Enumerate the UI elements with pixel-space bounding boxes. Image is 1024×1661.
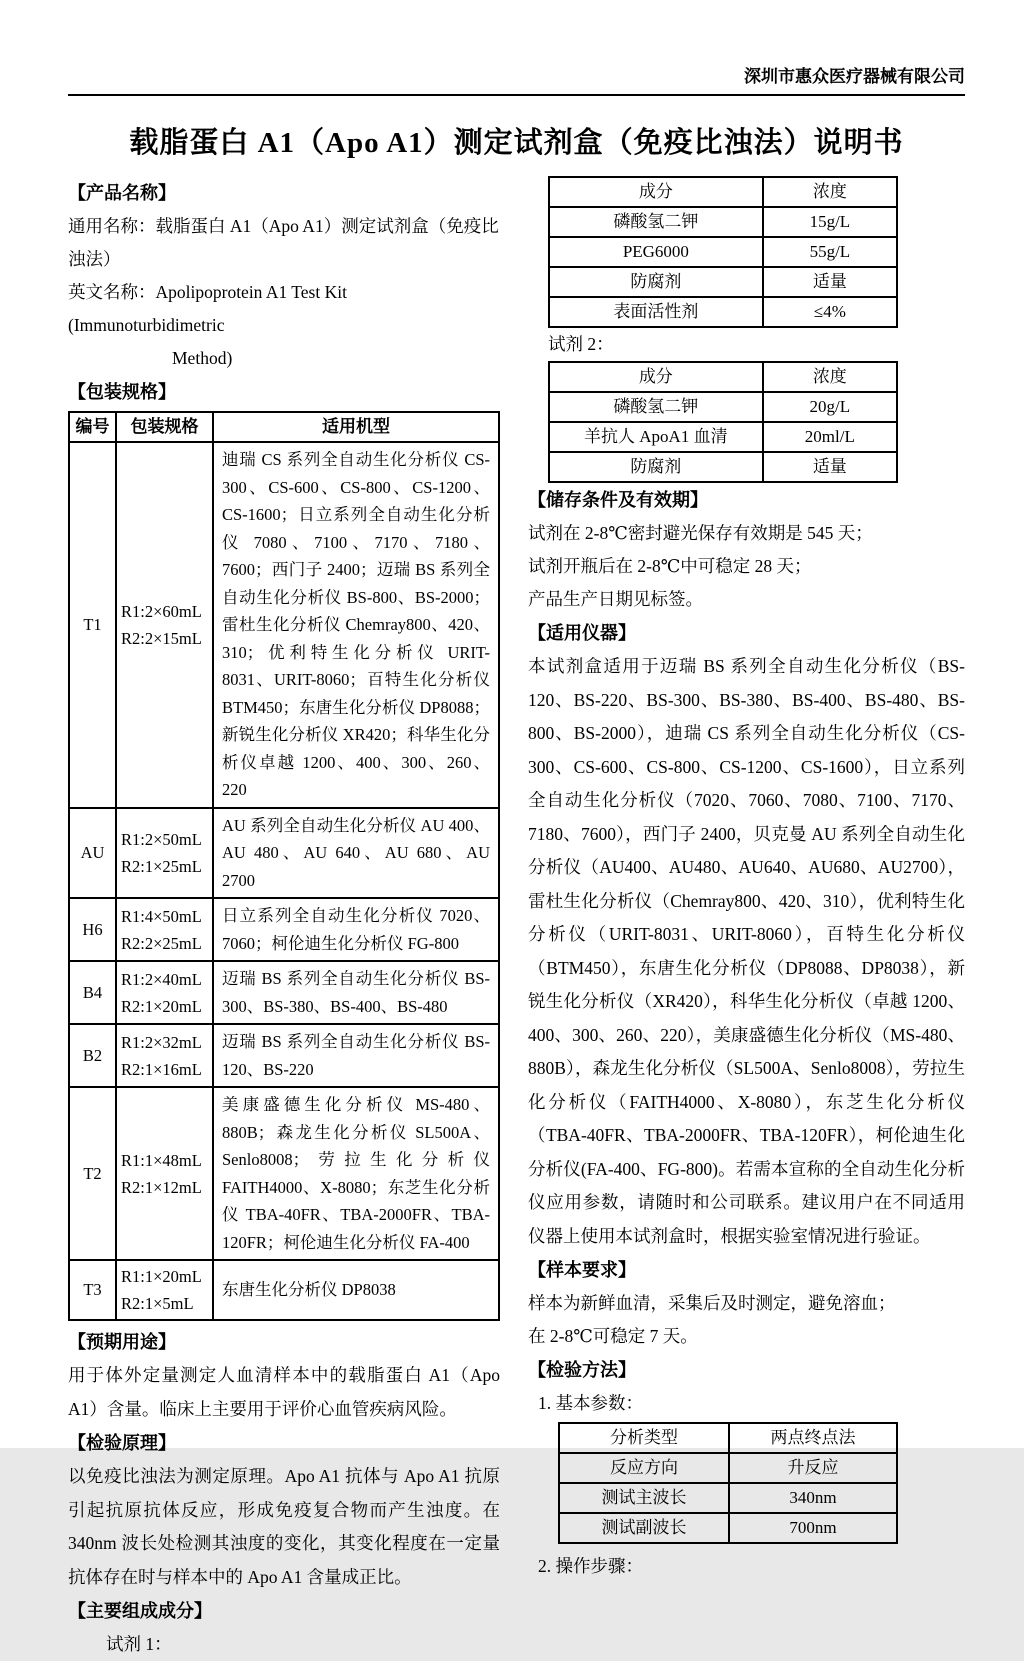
storage-line: 试剂在 2-8℃密封避光保存有效期是 545 天； — [528, 523, 873, 543]
spec-line: R2:1×12mL — [121, 1177, 202, 1197]
reagent1-table — [548, 176, 898, 328]
row-id: AU — [69, 808, 116, 899]
col-header-id: 编号 — [69, 412, 116, 442]
left-column — [68, 176, 500, 1661]
storage-line: 试剂开瓶后在 2-8℃中可稳定 28 天； — [528, 556, 812, 576]
param-value: 340nm — [729, 1483, 897, 1513]
param-name: 测试副波长 — [559, 1513, 729, 1543]
row-spec — [116, 898, 213, 961]
spec-line: R1:1×48mL — [121, 1150, 202, 1170]
section-instruments: 【适用仪器】 — [528, 623, 636, 643]
table-row — [69, 808, 499, 899]
packaging-header-row — [69, 412, 499, 442]
packaging-table — [68, 411, 500, 1321]
table-row — [69, 442, 499, 808]
section-product-name: 【产品名称】 — [68, 183, 176, 203]
row-spec — [116, 1087, 213, 1260]
spec-line: R1:2×60mL — [121, 601, 202, 621]
param-value: 两点终点法 — [729, 1423, 897, 1453]
generic-name-line: 通用名称：载脂蛋白 A1（Apo A1）测定试剂盒（免疫比浊法） — [68, 216, 499, 269]
row-spec — [116, 1260, 213, 1320]
row-id: T2 — [69, 1087, 116, 1260]
two-column-body — [68, 176, 965, 1661]
instruments-text: 本试剂盒适用于迈瑞 BS 系列全自动生化分析仪（BS-120、BS-220、BS-300、BS-380、BS-400、BS-480、BS-800、BS-2000），迪瑞 CS 系列全自动生化分析仪（CS-300、CS-600、CS-800、CS-1200、CS-1600），日立系列全自动生化分析仪（7020、7060、7080、7100、7170、7180、7600），西门子 2400，贝克曼 AU 系列全自动生化分析仪（AU400、AU480、AU640、AU680、AU2700），雷杜生化分析仪（Chemray800、420、310），优利特生化分析仪（URIT-8031、URIT-8060），百特生化分析仪（BTM450），东唐生化分析仪（DP8088、DP8038），新锐生化分析仪（XR420），科华生化分析仪（卓越 1200、400、300、260、220），美康盛德生化分析仪（MS-480、880B），森龙生化分析仪（SL500A、Senlo8008），劳拉生化分析仪（FAITH4000、X-8080），东芝生化分析仪（TBA-40FR、TBA-2000FR、TBA-120FR），柯伦迪生化分析仪(FA-400、FG-800)。若需本宣称的全自动生化分析仪应用参数，请随时和公司联系。建议用户在不同适用仪器上使用本试剂盒时，根据实验室情况进行验证。 — [528, 656, 965, 1246]
component-cell: 防腐剂 — [549, 452, 763, 482]
row-id: H6 — [69, 898, 116, 961]
table-row — [559, 1483, 897, 1513]
row-spec — [116, 1024, 213, 1087]
table-row — [69, 898, 499, 961]
concentration-cell: 55g/L — [763, 237, 897, 267]
table-row — [549, 422, 897, 452]
principle-text: 以免疫比浊法为测定原理。Apo A1 抗体与 Apo A1 抗原引起抗原抗体反应，形成免疫复合物而产生浊度。在 340nm 波长处检测其浊度的变化，其变化程度在一定量抗体存在时与样本中的 Apo A1 含量成正比。 — [68, 1466, 500, 1587]
basic-params-table — [558, 1422, 898, 1544]
spec-line: R1:4×50mL — [121, 906, 202, 926]
row-id: T1 — [69, 442, 116, 808]
spec-line: R1:2×32mL — [121, 1032, 202, 1052]
section-intended-use: 【预期用途】 — [68, 1332, 176, 1352]
spec-line: R2:1×20mL — [121, 996, 202, 1016]
table-row — [549, 237, 897, 267]
table-row — [69, 1260, 499, 1320]
section-storage: 【储存条件及有效期】 — [528, 490, 708, 510]
spec-line: R2:1×16mL — [121, 1059, 202, 1079]
table-row — [69, 1024, 499, 1087]
concentration-cell: 15g/L — [763, 207, 897, 237]
row-spec — [116, 442, 213, 808]
concentration-cell: 20g/L — [763, 392, 897, 422]
storage-line: 产品生产日期见标签。 — [528, 589, 703, 609]
reagent2-label: 试剂 2： — [548, 334, 614, 354]
reagent1-header-row — [549, 177, 897, 207]
spec-line: R2:2×25mL — [121, 933, 202, 953]
col-header-concentration: 浓度 — [763, 362, 897, 392]
param-value: 700nm — [729, 1513, 897, 1543]
component-cell: 磷酸氢二钾 — [549, 392, 763, 422]
row-models: AU 系列全自动生化分析仪 AU 400、AU 480、AU 640、AU 680、AU 2700 — [213, 808, 499, 899]
row-models: 美康盛德生化分析仪 MS-480、880B；森龙生化分析仪 SL500A、Senlo8008；劳拉生化分析仪 FAITH4000、X-8080；东芝生化分析仪 TBA-40FR、TBA-2000FR、TBA-120FR；柯伦迪生化分析仪 FA-400 — [213, 1087, 499, 1260]
col-header-concentration: 浓度 — [763, 177, 897, 207]
table-row — [559, 1513, 897, 1543]
section-packaging: 【包装规格】 — [68, 382, 176, 402]
section-principle: 【检验原理】 — [68, 1433, 176, 1453]
method-item-basic-params: 1. 基本参数： — [538, 1393, 643, 1413]
spec-line: R2:2×15mL — [121, 628, 202, 648]
spec-line: R2:1×25mL — [121, 856, 202, 876]
intended-use-text: 用于体外定量测定人血清样本中的载脂蛋白 A1（Apo A1）含量。临床上主要用于评价心血管疾病风险。 — [68, 1365, 500, 1419]
row-id: T3 — [69, 1260, 116, 1320]
spec-line: R1:1×20mL — [121, 1267, 202, 1286]
section-composition: 【主要组成成分】 — [68, 1601, 212, 1621]
row-spec — [116, 808, 213, 899]
row-models: 日立系列全自动生化分析仪 7020、7060；柯伦迪生化分析仪 FG-800 — [213, 898, 499, 961]
table-row — [549, 297, 897, 327]
right-column — [528, 176, 965, 1583]
section-sample: 【样本要求】 — [528, 1260, 636, 1280]
sample-line: 样本为新鲜血清，采集后及时测定，避免溶血； — [528, 1293, 896, 1313]
row-models: 东唐生化分析仪 DP8038 — [213, 1260, 499, 1320]
component-cell: 防腐剂 — [549, 267, 763, 297]
reagent2-header-row — [549, 362, 897, 392]
row-id: B2 — [69, 1024, 116, 1087]
reagent1-label: 试剂 1： — [106, 1634, 172, 1654]
reagent2-table — [548, 361, 898, 483]
col-header-spec: 包装规格 — [116, 412, 213, 442]
english-name-line2: Method) — [172, 348, 233, 368]
table-row — [559, 1423, 897, 1453]
table-row — [559, 1453, 897, 1483]
sample-line: 在 2-8℃可稳定 7 天。 — [528, 1326, 698, 1346]
document-title: 载脂蛋白 A1（Apo A1）测定试剂盒（免疫比浊法）说明书 — [129, 127, 904, 159]
company-header: 深圳市惠众医疗器械有限公司 — [68, 66, 965, 96]
spec-line: R1:2×40mL — [121, 969, 202, 989]
concentration-cell: ≤4% — [763, 297, 897, 327]
english-name-line1: 英文名称：Apolipoprotein A1 Test Kit (Immunoturbidimetric — [68, 282, 347, 335]
table-row — [549, 452, 897, 482]
component-cell: 羊抗人 ApoA1 血清 — [549, 422, 763, 452]
col-header-component: 成分 — [549, 177, 763, 207]
row-models: 迪瑞 CS 系列全自动生化分析仪 CS-300、CS-600、CS-800、CS-1200、CS-1600；日立系列全自动生化分析仪 7080、7100、7170、7180、7600；西门子 2400；迈瑞 BS 系列全自动生化分析仪 BS-800、BS-2000；雷杜生化分析仪 Chemray800、420、310；优利特生化分析仪 URIT-8031、URIT-8060；百特生化分析仪 BTM450；东唐生化分析仪 DP8088；新锐生化分析仪 XR420；科华生化分析仪卓越 1200、400、300、260、220 — [213, 442, 499, 808]
section-method: 【检验方法】 — [528, 1360, 636, 1380]
spec-line: R2:1×5mL — [121, 1294, 194, 1313]
spec-line: R1:2×50mL — [121, 829, 202, 849]
component-cell: 表面活性剂 — [549, 297, 763, 327]
col-header-component: 成分 — [549, 362, 763, 392]
row-models: 迈瑞 BS 系列全自动生化分析仪 BS-300、BS-380、BS-400、BS-480 — [213, 961, 499, 1024]
col-header-models: 适用机型 — [213, 412, 499, 442]
component-cell: 磷酸氢二钾 — [549, 207, 763, 237]
param-value: 升反应 — [729, 1453, 897, 1483]
method-item-procedure: 2. 操作步骤： — [538, 1556, 643, 1576]
param-name: 测试主波长 — [559, 1483, 729, 1513]
concentration-cell: 适量 — [763, 452, 897, 482]
component-cell: PEG6000 — [549, 237, 763, 267]
param-name: 分析类型 — [559, 1423, 729, 1453]
row-spec — [116, 961, 213, 1024]
concentration-cell: 适量 — [763, 267, 897, 297]
param-name: 反应方向 — [559, 1453, 729, 1483]
row-models: 迈瑞 BS 系列全自动生化分析仪 BS-120、BS-220 — [213, 1024, 499, 1087]
table-row — [549, 392, 897, 422]
concentration-cell: 20ml/L — [763, 422, 897, 452]
table-row — [549, 207, 897, 237]
table-row — [549, 267, 897, 297]
table-row — [69, 961, 499, 1024]
row-id: B4 — [69, 961, 116, 1024]
table-row — [69, 1087, 499, 1260]
